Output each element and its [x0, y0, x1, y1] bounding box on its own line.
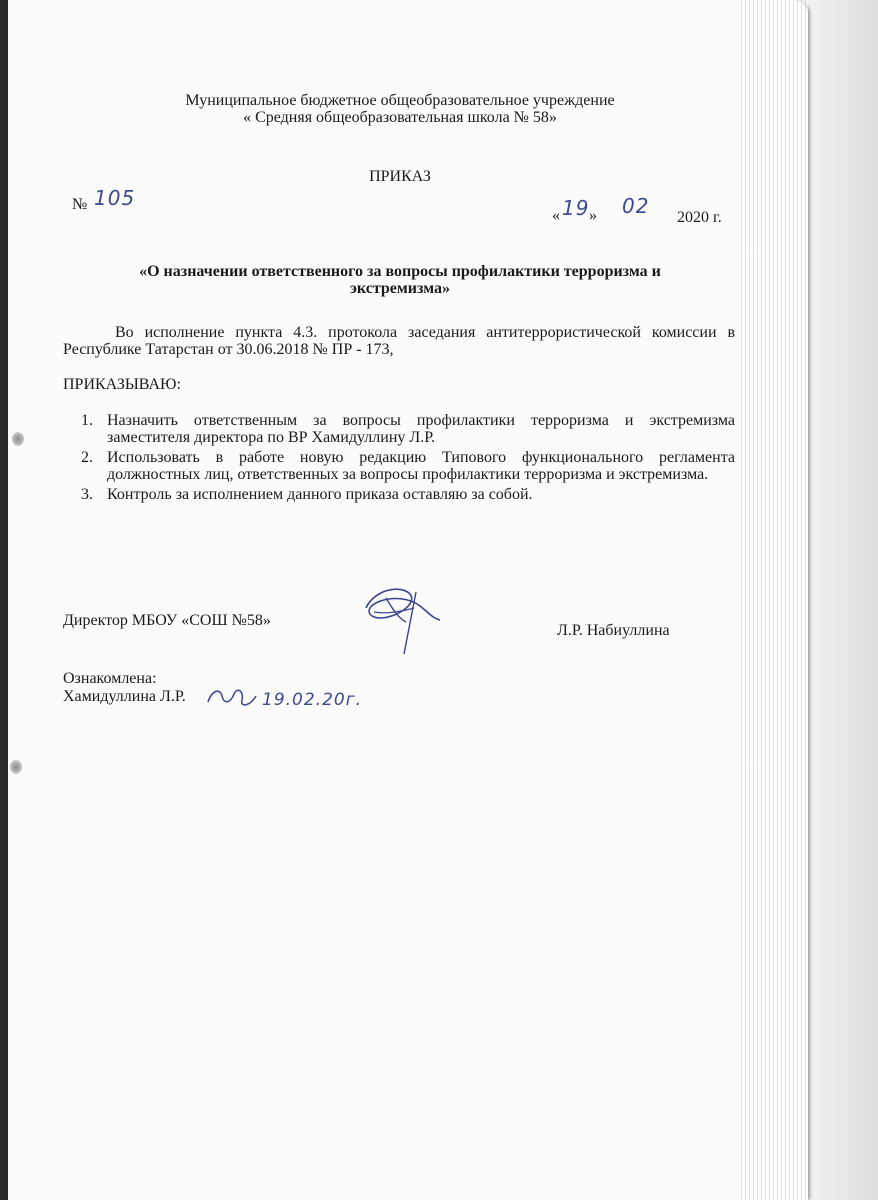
- date-open-quote: «: [552, 207, 560, 224]
- acknowledgement-name: Хамидуллина Л.Р.: [63, 688, 186, 705]
- institution-name-line2: « Средняя общеобразовательная школа № 58»: [243, 109, 557, 126]
- binder-hole: [10, 760, 22, 774]
- list-item: [55, 412, 735, 446]
- director-name: Л.Р. Набиуллина: [557, 622, 670, 639]
- list-item: [55, 449, 735, 483]
- institution-name-line1: Муниципальное бюджетное общеобразовательное учреждение: [185, 92, 615, 109]
- preamble-paragraph: Во исполнение пункта 4.3. протокола заседания антитеррористической комиссии в Республике Татарстан от 30.06.2018 № ПР - 173,: [63, 324, 735, 358]
- acknowledgement-date-handwritten: 19.02.20г.: [262, 690, 363, 710]
- order-items-list: [55, 412, 735, 503]
- director-signature: [356, 578, 446, 658]
- subject-line1: «О назначении ответственного за вопросы профилактики терроризма и: [139, 263, 661, 280]
- acknowledgement-label: Ознакомлена:: [63, 670, 157, 687]
- item-number: 3.: [81, 486, 93, 503]
- order-year: 2020 г.: [677, 209, 722, 226]
- director-position: Директор МБОУ «СОШ №58»: [63, 612, 271, 629]
- item-text: Использовать в работе новую редакцию Типового функционального регламента должностных лиц, ответственных за вопросы профилактики терроризма и экстремизма.: [107, 449, 735, 483]
- date-day-handwritten: 19: [562, 196, 590, 220]
- date-month-handwritten: 02: [622, 194, 650, 218]
- date-close-quote: »: [589, 207, 597, 224]
- item-number: 2.: [81, 449, 93, 466]
- item-text: Контроль за исполнением данного приказа оставляю за собой.: [107, 486, 533, 503]
- order-number-handwritten: 105: [94, 186, 136, 210]
- list-item: [55, 486, 735, 503]
- acknowledgement-signature: [204, 682, 260, 712]
- binder-hole: [12, 432, 24, 446]
- subject-line2: экстремизма»: [350, 280, 450, 297]
- item-text: Назначить ответственным за вопросы профилактики терроризма и экстремизма заместителя директора по ВР Хамидуллину Л.Р.: [107, 412, 735, 446]
- order-word: ПРИКАЗЫВАЮ:: [63, 376, 181, 393]
- item-number: 1.: [81, 412, 93, 429]
- order-number-label: №: [72, 196, 88, 213]
- order-title: ПРИКАЗ: [369, 168, 431, 185]
